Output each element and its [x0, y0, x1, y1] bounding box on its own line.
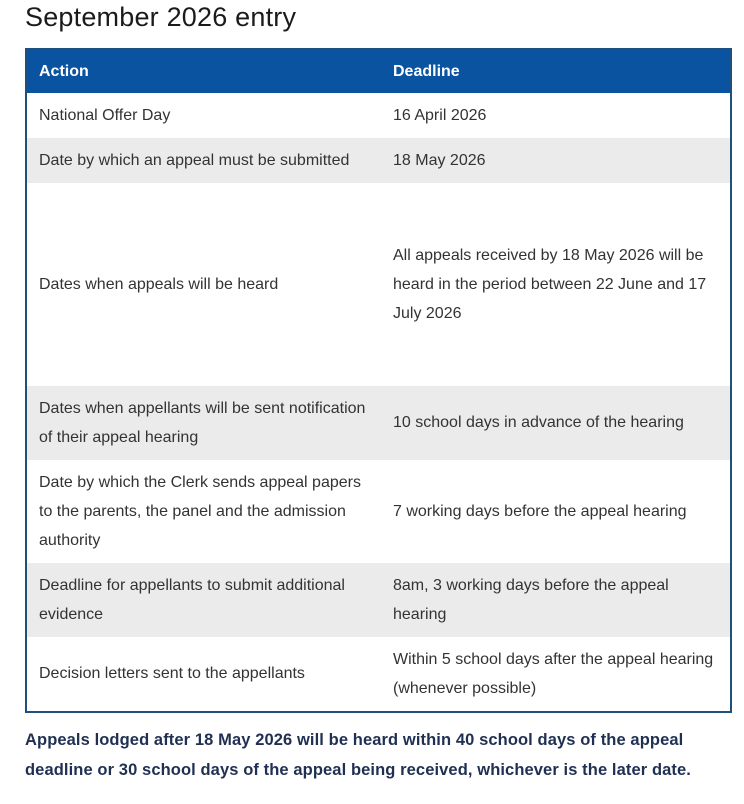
deadline-cell: Within 5 school days after the appeal hearing (whenever possible): [381, 637, 731, 712]
table-row: [26, 93, 731, 138]
deadline-cell: 16 April 2026: [381, 93, 731, 138]
deadline-cell: 8am, 3 working days before the appeal hearing: [381, 563, 731, 637]
action-cell: Decision letters sent to the appellants: [26, 637, 381, 712]
footer-note: Appeals lodged after 18 May 2026 will be heard within 40 school days of the appeal deadline or 30 school days of the appeal being received, whichever is the later date.: [25, 730, 691, 779]
table-row: [26, 460, 731, 563]
table-header: [26, 49, 731, 93]
deadline-cell: 10 school days in advance of the hearing: [381, 386, 731, 460]
action-cell: Date by which the Clerk sends appeal papers to the parents, the panel and the admission authority: [26, 460, 381, 563]
header-row: [26, 49, 731, 93]
deadlines-table: [25, 48, 732, 713]
action-cell: National Offer Day: [26, 93, 381, 138]
deadline-cell: 18 May 2026: [381, 138, 731, 183]
action-cell: Date by which an appeal must be submitted: [26, 138, 381, 183]
table-row: [26, 138, 731, 183]
table-body: [26, 93, 731, 712]
deadline-cell: All appeals received by 18 May 2026 will be heard in the period between 22 June and 17 July 2026: [381, 183, 731, 386]
table-row: [26, 637, 731, 712]
deadline-cell: 7 working days before the appeal hearing: [381, 460, 731, 563]
column-header-deadline: Deadline: [381, 49, 731, 93]
page-title: September 2026 entry: [25, 2, 297, 32]
table-row: [26, 183, 731, 386]
action-cell: Dates when appeals will be heard: [26, 183, 381, 386]
action-cell: Deadline for appellants to submit additional evidence: [26, 563, 381, 637]
table-row: [26, 386, 731, 460]
table-row: [26, 563, 731, 637]
column-header-action: Action: [26, 49, 381, 93]
action-cell: Dates when appellants will be sent notification of their appeal hearing: [26, 386, 381, 460]
